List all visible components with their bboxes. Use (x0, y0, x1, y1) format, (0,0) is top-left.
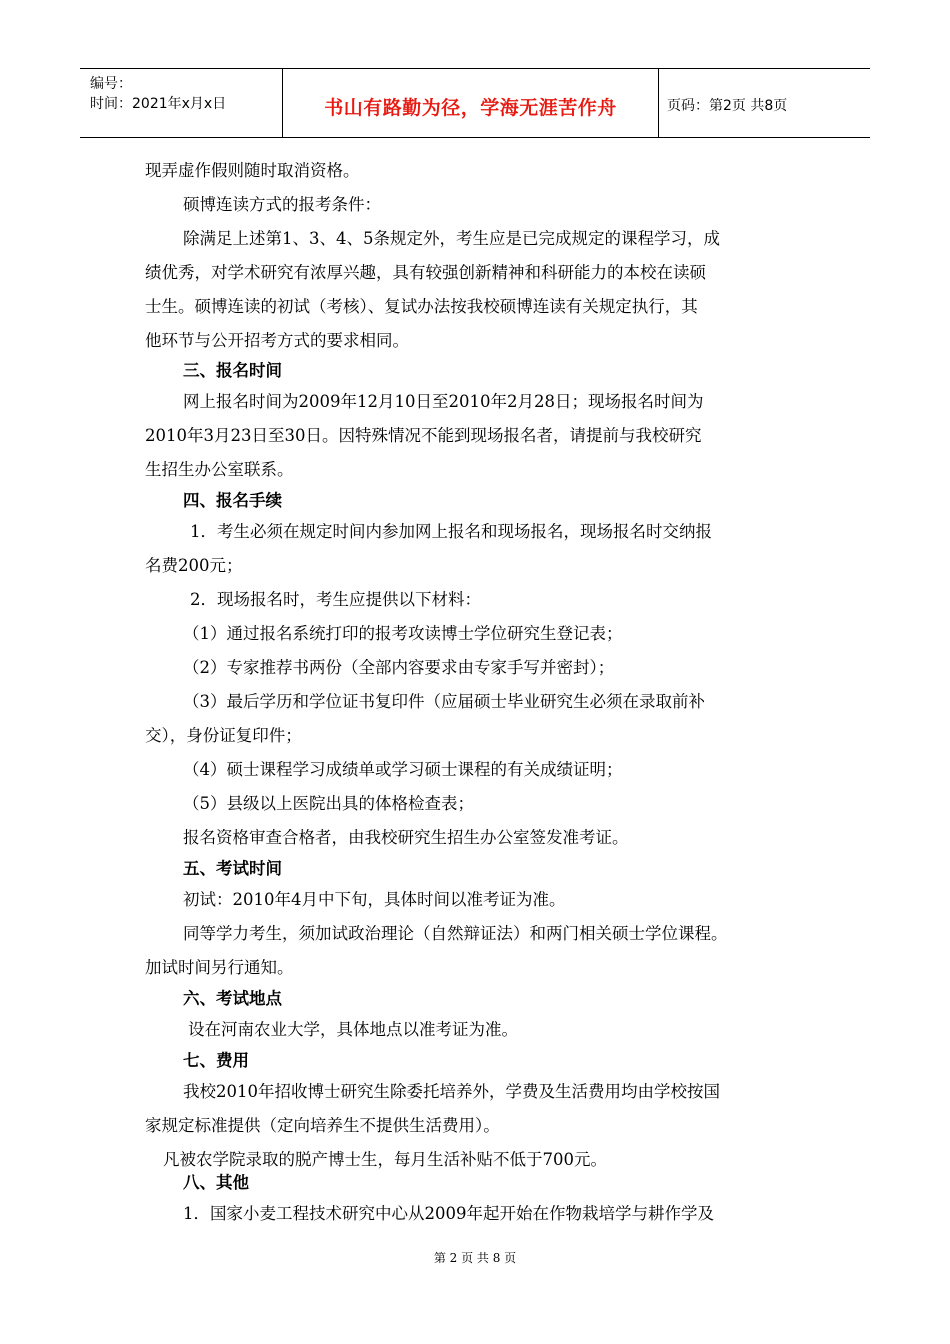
document-number-label: 编号： (90, 76, 132, 92)
paragraph-line: 士生。硕博连读的初试（考核）、复试办法按我校硕博连读有关规定执行，其 (145, 297, 698, 316)
list-item: （2）专家推荐书两份（全部内容要求由专家手写并密封）； (183, 658, 615, 677)
document-date-label: 时间：2021年x月x日 (90, 96, 227, 112)
paragraph-line: 初试：2010年4月中下旬，具体时间以准考证为准。 (183, 890, 566, 909)
paragraph-line: 同等学力考生，须加试政治理论（自然辩证法）和两门相关硕士学位课程。 (183, 924, 728, 943)
paragraph-line: 2010年3月23日至30日。因特殊情况不能到现场报名者，请提前与我校研究 (145, 426, 702, 445)
section-heading: 七、费用 (183, 1051, 249, 1070)
paragraph-line: 1．考生必须在规定时间内参加网上报名和现场报名，现场报名时交纳报 (190, 522, 712, 541)
section-heading: 六、考试地点 (183, 989, 282, 1008)
paragraph-line: 家规定标准提供（定向培养生不提供生活费用）。 (145, 1116, 500, 1135)
paragraph-line: 生招生办公室联系。 (145, 460, 294, 479)
list-item: （1）通过报名系统打印的报考攻读博士学位研究生登记表； (183, 624, 623, 643)
paragraph-line: 绩优秀，对学术研究有浓厚兴趣，具有较强创新精神和科研能力的本校在读硕 (145, 263, 706, 282)
section-heading: 五、考试时间 (183, 859, 282, 878)
paragraph-line: 硕博连读方式的报考条件： (183, 195, 381, 214)
page-header (80, 68, 870, 138)
paragraph-line: 凡被农学院录取的脱产博士生，每月生活补贴不低于700元。 (163, 1150, 607, 1169)
paragraph-line: 加试时间另行通知。 (145, 958, 294, 977)
list-item: 交），身份证复印件； (145, 726, 302, 745)
paragraph-line: 名费200元； (145, 556, 243, 575)
paragraph-line: 现弄虚作假则随时取消资格。 (145, 161, 360, 180)
header-motto-cell (283, 69, 659, 137)
header-page-cell (659, 69, 870, 137)
header-meta (80, 69, 283, 137)
section-heading: 四、报名手续 (183, 491, 282, 510)
section-heading: 八、其他 (183, 1173, 249, 1192)
paragraph-line: 我校2010年招收博士研究生除委托培养外，学费及生活费用均由学校按国 (183, 1082, 720, 1101)
section-heading: 三、报名时间 (183, 361, 282, 380)
paragraph-line: 设在河南农业大学，具体地点以准考证为准。 (188, 1020, 518, 1039)
paragraph-line: 报名资格审查合格者，由我校研究生招生办公室签发准考证。 (183, 828, 629, 847)
header-motto: 书山有路勤为径，学海无涯苦作舟 (324, 97, 617, 119)
page-footer: 第 2 页 共 8 页 (433, 1251, 517, 1265)
header-page-info: 页码：第2页 共8页 (667, 98, 788, 114)
paragraph-line: 2．现场报名时，考生应提供以下材料： (190, 590, 481, 609)
paragraph-line: 网上报名时间为2009年12月10日至2010年2月28日；现场报名时间为 (183, 392, 704, 411)
list-item: （5）县级以上医院出具的体格检查表； (183, 794, 474, 813)
paragraph-line: 他环节与公开招考方式的要求相同。 (145, 331, 409, 350)
list-item: （3）最后学历和学位证书复印件（应届硕士毕业研究生必须在录取前补 (183, 692, 705, 711)
paragraph-line: 1．国家小麦工程技术研究中心从2009年起开始在作物栽培学与耕作学及 (183, 1204, 714, 1223)
paragraph-line: 除满足上述第1、3、4、5条规定外，考生应是已完成规定的课程学习，成 (183, 229, 720, 248)
list-item: （4）硕士课程学习成绩单或学习硕士课程的有关成绩证明； (183, 760, 623, 779)
